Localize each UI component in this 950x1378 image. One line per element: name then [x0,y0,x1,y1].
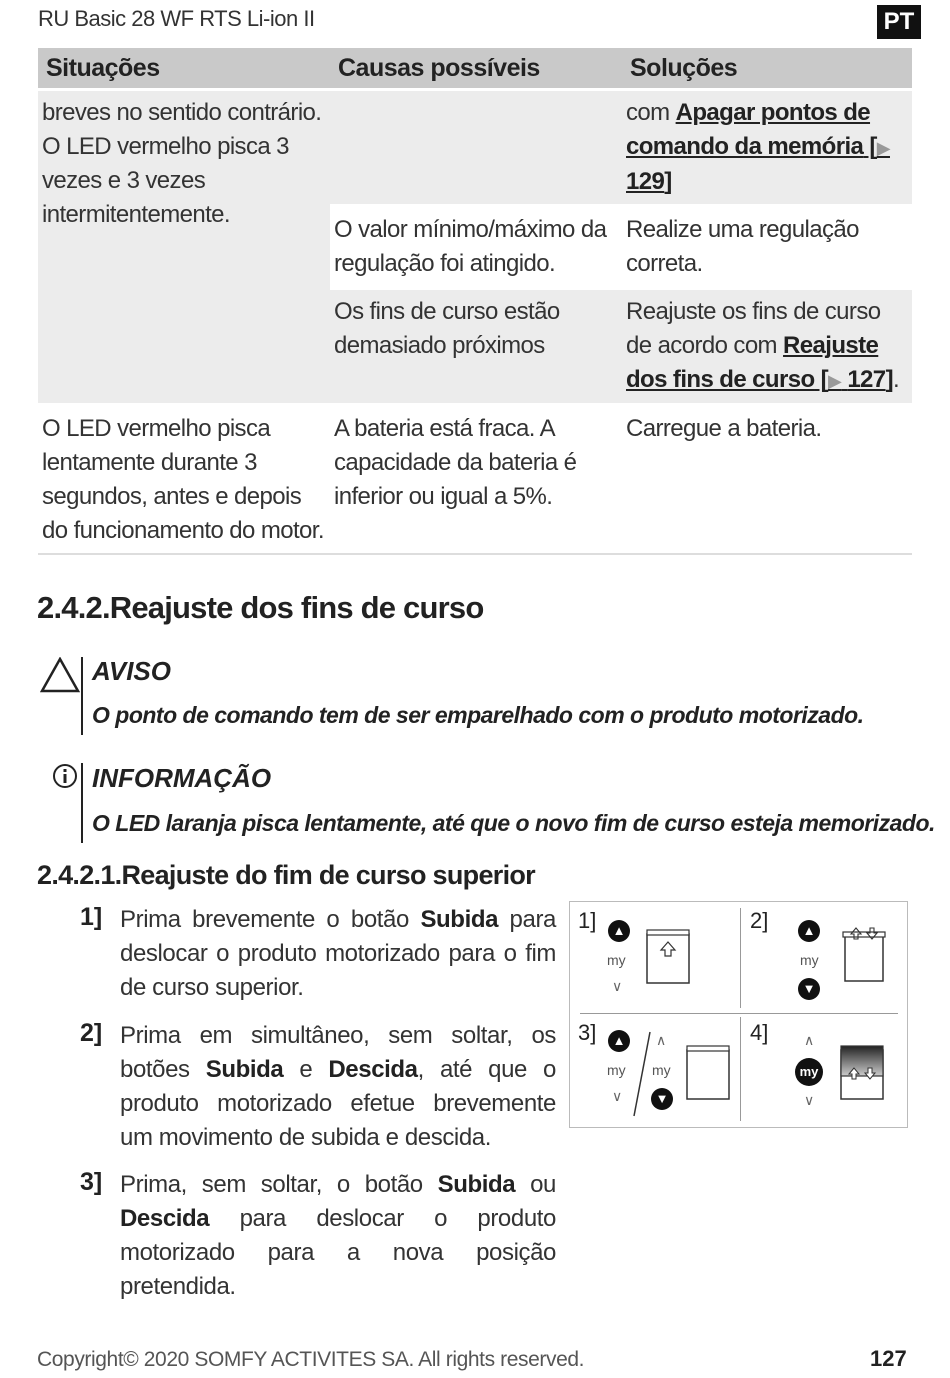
panel-number: 1] [578,908,597,933]
blind-icon [686,1044,730,1100]
cause-cell: Os fins de curso estão demasiado próximos [330,288,622,405]
cause-cell: O valor mínimo/máximo da regulação foi atingido. [330,206,622,288]
troubleshooting-table [38,48,912,555]
chevron-down-icon: ∨ [804,1092,815,1108]
situation-cell: breves no sentido contrário. O LED vermelho pisca 3 vezes e 3 vezes intermitentemente. [38,90,330,406]
step-number: 3] [80,1168,103,1196]
up-button-icon: ▲ [608,920,630,942]
warning-bar [81,657,83,735]
chevron-down-icon: ∨ [612,1088,623,1104]
info-circle-icon [52,763,78,794]
link-label: Apagar pontos de comando da memória [626,99,871,160]
step-text: Prima em simultâneo, sem soltar, os botões Subida e Descida, até que o produto motorizado efetue brevemente um movimento de subida e descida. [120,1022,557,1151]
panel-number: 2] [750,908,769,933]
subsection-heading [37,860,535,891]
blind-icon [646,928,690,984]
my-label: my [800,952,819,968]
chevron-up-icon: ∧ [804,1032,815,1048]
link-readjust-end-limits[interactable]: Reajuste dos fins de curso [▶ 127] [626,332,893,393]
table-row [38,90,912,207]
blind-icon [842,926,886,982]
step-text: Prima brevemente o botão Subida para deslocar o produto motorizado para o fim de curso superior. [120,906,556,1001]
solution-cell [622,90,912,207]
solution-text: Reajuste os fins de curso de acordo com [626,298,881,359]
page-number: 127 [870,1346,907,1371]
col-header-solutions: Soluções [622,48,912,90]
language-badge: PT [877,5,921,39]
page-ref: 129 [626,168,665,195]
page-ref: 127 [847,366,886,393]
solution-text: com [626,99,676,126]
info-bar [81,763,83,843]
warning-triangle-icon [40,657,80,698]
info-text: O LED laranja pisca lentamente, até que o novo fim de curso esteja memorizado. [92,810,935,836]
my-label: my [607,952,626,968]
down-button-icon: ▼ [798,978,820,1000]
col-header-situations: Situações [38,48,330,90]
solution-cell: Realize uma regulação correta. [622,206,912,288]
warning-text: O ponto de comando tem de ser emparelhado com o produto motorizado. [92,702,864,728]
section-heading [37,590,483,626]
chevron-up-icon: ∧ [656,1032,667,1048]
solution-cell: Carregue a bateria. [622,405,912,554]
down-button-icon: ▼ [651,1088,673,1110]
col-header-causes: Causas possíveis [330,48,622,90]
link-label: Reajuste dos fins de curso [626,332,879,393]
subsection-title: Reajuste do fim de curso superior [121,860,535,890]
my-label: my [607,1062,626,1078]
step-text: Prima, sem soltar, o botão Subida ou Descida para deslocar o produto motorizado para a nova posição pretendida. [120,1171,556,1300]
divider [740,1017,741,1121]
section-number: 2.4.2. [37,590,110,625]
solution-cell: Reajuste os fins de curso de acordo com Reajuste dos fins de curso [▶ 127]. [622,288,912,405]
step-number: 1] [80,903,103,931]
divider [740,908,741,1008]
table-row [38,405,912,554]
section-title: Reajuste dos fins de curso [109,590,484,625]
my-button-icon: my [795,1058,823,1086]
up-button-icon: ▲ [608,1030,630,1052]
page-ref-arrow-icon: ▶ [876,138,890,158]
cause-cell [330,90,622,207]
up-button-icon: ▲ [798,920,820,942]
document-title: RU Basic 28 WF RTS Li-ion II [38,6,315,31]
instruction-figure [569,901,908,1128]
panel-number: 4] [750,1020,769,1045]
table-header-row [38,48,912,90]
panel-number: 3] [578,1020,597,1045]
slash-divider [630,1030,654,1118]
my-label: my [652,1062,671,1078]
link-delete-control-points[interactable]: Apagar pontos de comando da memória [▶ 129] [626,99,890,195]
info-title: INFORMAÇÃO [92,763,272,793]
divider [580,1013,898,1014]
cause-cell: A bateria está fraca. A capacidade da bateria é inferior ou igual a 5%. [330,405,622,554]
subsection-number: 2.4.2.1. [37,860,122,890]
copyright-footer: Copyright© 2020 SOMFY ACTIVITES SA. All rights reserved. [37,1348,585,1371]
chevron-down-icon: ∨ [612,978,623,994]
warning-title: AVISO [92,656,171,686]
blind-icon [840,1044,884,1100]
step-number: 2] [80,1019,103,1047]
situation-cell: O LED vermelho pisca lentamente durante 3 segundos, antes e depois do funcionamento do motor. [38,405,330,554]
page-ref-arrow-icon: ▶ [827,371,842,391]
